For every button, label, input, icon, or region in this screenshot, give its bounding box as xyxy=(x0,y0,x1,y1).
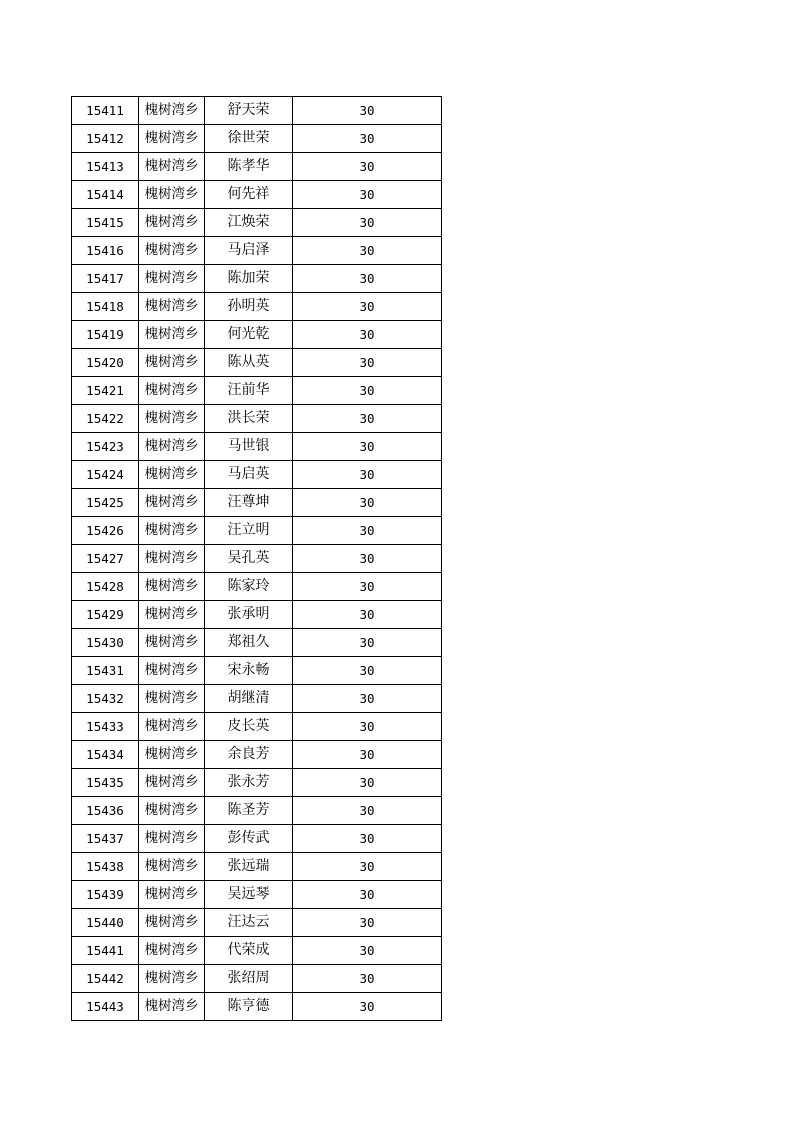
person-name-cell: 彭传武 xyxy=(205,825,293,853)
township-cell: 槐树湾乡 xyxy=(139,601,205,629)
table-row xyxy=(72,881,442,909)
person-name-cell: 陈孝华 xyxy=(205,153,293,181)
township-cell: 槐树湾乡 xyxy=(139,713,205,741)
person-name-cell: 徐世荣 xyxy=(205,125,293,153)
row-id-cell: 15435 xyxy=(72,769,139,797)
amount-cell: 30 xyxy=(293,797,442,825)
table-row xyxy=(72,265,442,293)
row-id-cell: 15420 xyxy=(72,349,139,377)
person-name-cell: 代荣成 xyxy=(205,937,293,965)
amount-cell: 30 xyxy=(293,601,442,629)
amount-cell: 30 xyxy=(293,993,442,1021)
township-cell: 槐树湾乡 xyxy=(139,881,205,909)
person-name-cell: 陈家玲 xyxy=(205,573,293,601)
person-name-cell: 余良芳 xyxy=(205,741,293,769)
person-name-cell: 陈圣芳 xyxy=(205,797,293,825)
amount-cell: 30 xyxy=(293,321,442,349)
township-cell: 槐树湾乡 xyxy=(139,573,205,601)
amount-cell: 30 xyxy=(293,517,442,545)
amount-cell: 30 xyxy=(293,265,442,293)
person-name-cell: 皮长英 xyxy=(205,713,293,741)
row-id-cell: 15442 xyxy=(72,965,139,993)
person-name-cell: 吴孔英 xyxy=(205,545,293,573)
township-cell: 槐树湾乡 xyxy=(139,125,205,153)
township-cell: 槐树湾乡 xyxy=(139,853,205,881)
row-id-cell: 15411 xyxy=(72,97,139,125)
row-id-cell: 15415 xyxy=(72,209,139,237)
person-name-cell: 郑祖久 xyxy=(205,629,293,657)
row-id-cell: 15434 xyxy=(72,741,139,769)
amount-cell: 30 xyxy=(293,405,442,433)
township-cell: 槐树湾乡 xyxy=(139,965,205,993)
table-row xyxy=(72,629,442,657)
amount-cell: 30 xyxy=(293,685,442,713)
table-row xyxy=(72,657,442,685)
person-name-cell: 马世银 xyxy=(205,433,293,461)
row-id-cell: 15413 xyxy=(72,153,139,181)
amount-cell: 30 xyxy=(293,741,442,769)
township-cell: 槐树湾乡 xyxy=(139,993,205,1021)
amount-cell: 30 xyxy=(293,125,442,153)
township-cell: 槐树湾乡 xyxy=(139,797,205,825)
table-row xyxy=(72,713,442,741)
row-id-cell: 15426 xyxy=(72,517,139,545)
row-id-cell: 15416 xyxy=(72,237,139,265)
township-cell: 槐树湾乡 xyxy=(139,909,205,937)
amount-cell: 30 xyxy=(293,909,442,937)
row-id-cell: 15424 xyxy=(72,461,139,489)
amount-cell: 30 xyxy=(293,657,442,685)
township-cell: 槐树湾乡 xyxy=(139,741,205,769)
table-row xyxy=(72,769,442,797)
table-row xyxy=(72,293,442,321)
person-name-cell: 汪立明 xyxy=(205,517,293,545)
row-id-cell: 15432 xyxy=(72,685,139,713)
table-row xyxy=(72,517,442,545)
amount-cell: 30 xyxy=(293,153,442,181)
amount-cell: 30 xyxy=(293,769,442,797)
person-name-cell: 汪尊坤 xyxy=(205,489,293,517)
township-cell: 槐树湾乡 xyxy=(139,153,205,181)
amount-cell: 30 xyxy=(293,881,442,909)
township-cell: 槐树湾乡 xyxy=(139,237,205,265)
person-name-cell: 江焕荣 xyxy=(205,209,293,237)
amount-cell: 30 xyxy=(293,713,442,741)
row-id-cell: 15427 xyxy=(72,545,139,573)
person-name-cell: 汪前华 xyxy=(205,377,293,405)
row-id-cell: 15429 xyxy=(72,601,139,629)
person-name-cell: 汪达云 xyxy=(205,909,293,937)
person-name-cell: 陈亨德 xyxy=(205,993,293,1021)
table-row xyxy=(72,601,442,629)
table-row xyxy=(72,825,442,853)
table-row xyxy=(72,461,442,489)
table-row xyxy=(72,741,442,769)
table-row xyxy=(72,937,442,965)
row-id-cell: 15412 xyxy=(72,125,139,153)
amount-cell: 30 xyxy=(293,629,442,657)
row-id-cell: 15436 xyxy=(72,797,139,825)
amount-cell: 30 xyxy=(293,181,442,209)
table-row xyxy=(72,181,442,209)
row-id-cell: 15430 xyxy=(72,629,139,657)
table-row xyxy=(72,237,442,265)
row-id-cell: 15437 xyxy=(72,825,139,853)
township-cell: 槐树湾乡 xyxy=(139,97,205,125)
table-row xyxy=(72,685,442,713)
amount-cell: 30 xyxy=(293,293,442,321)
amount-cell: 30 xyxy=(293,209,442,237)
township-cell: 槐树湾乡 xyxy=(139,937,205,965)
township-cell: 槐树湾乡 xyxy=(139,265,205,293)
township-cell: 槐树湾乡 xyxy=(139,321,205,349)
person-name-cell: 马启英 xyxy=(205,461,293,489)
amount-cell: 30 xyxy=(293,965,442,993)
amount-cell: 30 xyxy=(293,489,442,517)
row-id-cell: 15428 xyxy=(72,573,139,601)
amount-cell: 30 xyxy=(293,573,442,601)
person-name-cell: 孙明英 xyxy=(205,293,293,321)
row-id-cell: 15418 xyxy=(72,293,139,321)
table-row xyxy=(72,489,442,517)
township-cell: 槐树湾乡 xyxy=(139,769,205,797)
person-name-cell: 舒天荣 xyxy=(205,97,293,125)
amount-cell: 30 xyxy=(293,461,442,489)
row-id-cell: 15439 xyxy=(72,881,139,909)
person-name-cell: 胡继清 xyxy=(205,685,293,713)
table-row xyxy=(72,797,442,825)
table-row xyxy=(72,377,442,405)
township-cell: 槐树湾乡 xyxy=(139,657,205,685)
row-id-cell: 15419 xyxy=(72,321,139,349)
person-name-cell: 张承明 xyxy=(205,601,293,629)
person-name-cell: 陈从英 xyxy=(205,349,293,377)
row-id-cell: 15423 xyxy=(72,433,139,461)
table-body xyxy=(72,97,442,1021)
person-name-cell: 宋永畅 xyxy=(205,657,293,685)
person-name-cell: 张永芳 xyxy=(205,769,293,797)
amount-cell: 30 xyxy=(293,237,442,265)
table-row xyxy=(72,321,442,349)
row-id-cell: 15440 xyxy=(72,909,139,937)
amount-cell: 30 xyxy=(293,433,442,461)
table-row xyxy=(72,909,442,937)
township-cell: 槐树湾乡 xyxy=(139,545,205,573)
township-cell: 槐树湾乡 xyxy=(139,629,205,657)
township-cell: 槐树湾乡 xyxy=(139,489,205,517)
table-row xyxy=(72,349,442,377)
person-name-cell: 洪长荣 xyxy=(205,405,293,433)
table-row xyxy=(72,573,442,601)
table-row xyxy=(72,153,442,181)
table-row xyxy=(72,405,442,433)
data-table xyxy=(71,96,442,1021)
row-id-cell: 15414 xyxy=(72,181,139,209)
person-name-cell: 吴远琴 xyxy=(205,881,293,909)
township-cell: 槐树湾乡 xyxy=(139,685,205,713)
person-name-cell: 马启泽 xyxy=(205,237,293,265)
table-row xyxy=(72,545,442,573)
row-id-cell: 15443 xyxy=(72,993,139,1021)
table-row xyxy=(72,965,442,993)
table-row xyxy=(72,993,442,1021)
person-name-cell: 何光乾 xyxy=(205,321,293,349)
township-cell: 槐树湾乡 xyxy=(139,209,205,237)
amount-cell: 30 xyxy=(293,853,442,881)
township-cell: 槐树湾乡 xyxy=(139,461,205,489)
row-id-cell: 15441 xyxy=(72,937,139,965)
amount-cell: 30 xyxy=(293,349,442,377)
township-cell: 槐树湾乡 xyxy=(139,825,205,853)
row-id-cell: 15417 xyxy=(72,265,139,293)
township-cell: 槐树湾乡 xyxy=(139,181,205,209)
table-row xyxy=(72,209,442,237)
township-cell: 槐树湾乡 xyxy=(139,349,205,377)
person-name-cell: 陈加荣 xyxy=(205,265,293,293)
row-id-cell: 15438 xyxy=(72,853,139,881)
amount-cell: 30 xyxy=(293,97,442,125)
table-row xyxy=(72,433,442,461)
person-name-cell: 张绍周 xyxy=(205,965,293,993)
row-id-cell: 15425 xyxy=(72,489,139,517)
person-name-cell: 张远瑞 xyxy=(205,853,293,881)
row-id-cell: 15433 xyxy=(72,713,139,741)
row-id-cell: 15422 xyxy=(72,405,139,433)
township-cell: 槐树湾乡 xyxy=(139,517,205,545)
table-row xyxy=(72,97,442,125)
township-cell: 槐树湾乡 xyxy=(139,433,205,461)
township-cell: 槐树湾乡 xyxy=(139,293,205,321)
row-id-cell: 15421 xyxy=(72,377,139,405)
table-row xyxy=(72,853,442,881)
township-cell: 槐树湾乡 xyxy=(139,377,205,405)
amount-cell: 30 xyxy=(293,545,442,573)
township-cell: 槐树湾乡 xyxy=(139,405,205,433)
amount-cell: 30 xyxy=(293,377,442,405)
person-name-cell: 何先祥 xyxy=(205,181,293,209)
table-row xyxy=(72,125,442,153)
row-id-cell: 15431 xyxy=(72,657,139,685)
amount-cell: 30 xyxy=(293,937,442,965)
amount-cell: 30 xyxy=(293,825,442,853)
